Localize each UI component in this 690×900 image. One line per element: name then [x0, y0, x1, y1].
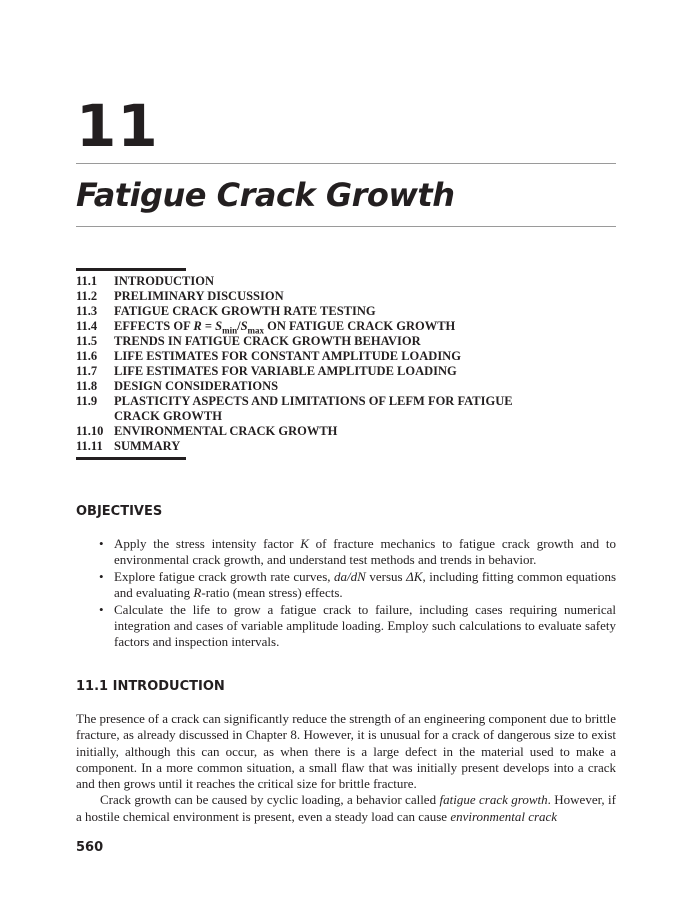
objective-item: • Explore fatigue crack growth rate curves, da/dN versus ΔK, including fitting common equations and evaluating R-ratio (mean stress) effects.	[96, 569, 616, 601]
paragraph: Crack growth can be caused by cyclic loading, a behavior called fatigue crack growth. However, if a hostile chemical environment is present, even a steady load can cause environmental crack	[76, 792, 616, 824]
toc-item: 11.4 EFFECTS OF $R = S_{min}/S_{max}$ ON FATIGUE CRACK GROWTH	[76, 319, 456, 336]
toc-bar-bottom	[76, 457, 186, 460]
objectives-list	[96, 536, 616, 651]
toc-item: 11.6 LIFE ESTIMATES FOR CONSTANT AMPLITUDE LOADING	[76, 349, 461, 363]
toc-item: 11.11 SUMMARY	[76, 439, 181, 453]
toc-item: 11.3 FATIGUE CRACK GROWTH RATE TESTING	[76, 304, 376, 318]
section-heading-introduction: 11.1 INTRODUCTION	[76, 679, 225, 694]
toc-item: 11.5 TRENDS IN FATIGUE CRACK GROWTH BEHAVIOR	[76, 334, 421, 348]
toc-item: 11.1 INTRODUCTION	[76, 274, 215, 288]
objectives-heading: OBJECTIVES	[76, 504, 163, 519]
table-of-contents	[76, 274, 616, 454]
objective-item: • Apply the stress intensity factor K of fracture mechanics to fatigue crack growth and to environmental crack growth, and understand test methods and trends in behavior.	[96, 536, 616, 568]
toc-item: 11.2 PRELIMINARY DISCUSSION	[76, 289, 284, 303]
title-rule-top	[76, 163, 616, 164]
objective-item: • Calculate the life to grow a fatigue crack to failure, including cases requiring numerical integration and cases of variable amplitude loading. Employ such calculations to evaluate safety factors and inspection intervals.	[96, 602, 616, 650]
toc-item: 11.10 ENVIRONMENTAL CRACK GROWTH	[76, 424, 338, 438]
toc-bar-top	[76, 268, 186, 271]
introduction-body	[76, 711, 616, 825]
toc-item: 11.9 PLASTICITY ASPECTS AND LIMITATIONS OF LEFM FOR FATIGUE CRACK GROWTH	[76, 394, 513, 423]
toc-item: 11.7 LIFE ESTIMATES FOR VARIABLE AMPLITUDE LOADING	[76, 364, 457, 378]
paragraph: The presence of a crack can significantly reduce the strength of an engineering component due to brittle fracture, as already discussed in Chapter 8. However, it is unusual for a crack of dangerous size to exist initially, although this can occur, as when there is a large defect in the material used to make a component. In a more common situation, a small flaw that was initially present develops into a crack and then grows until it reaches the critical size for brittle fracture.	[76, 711, 617, 792]
chapter-number: 11	[76, 92, 159, 160]
toc-item: 11.8 DESIGN CONSIDERATIONS	[76, 379, 279, 393]
page-number: 560	[76, 840, 104, 855]
title-rule-bottom	[76, 226, 616, 227]
chapter-title: Fatigue Crack Growth	[76, 176, 455, 214]
